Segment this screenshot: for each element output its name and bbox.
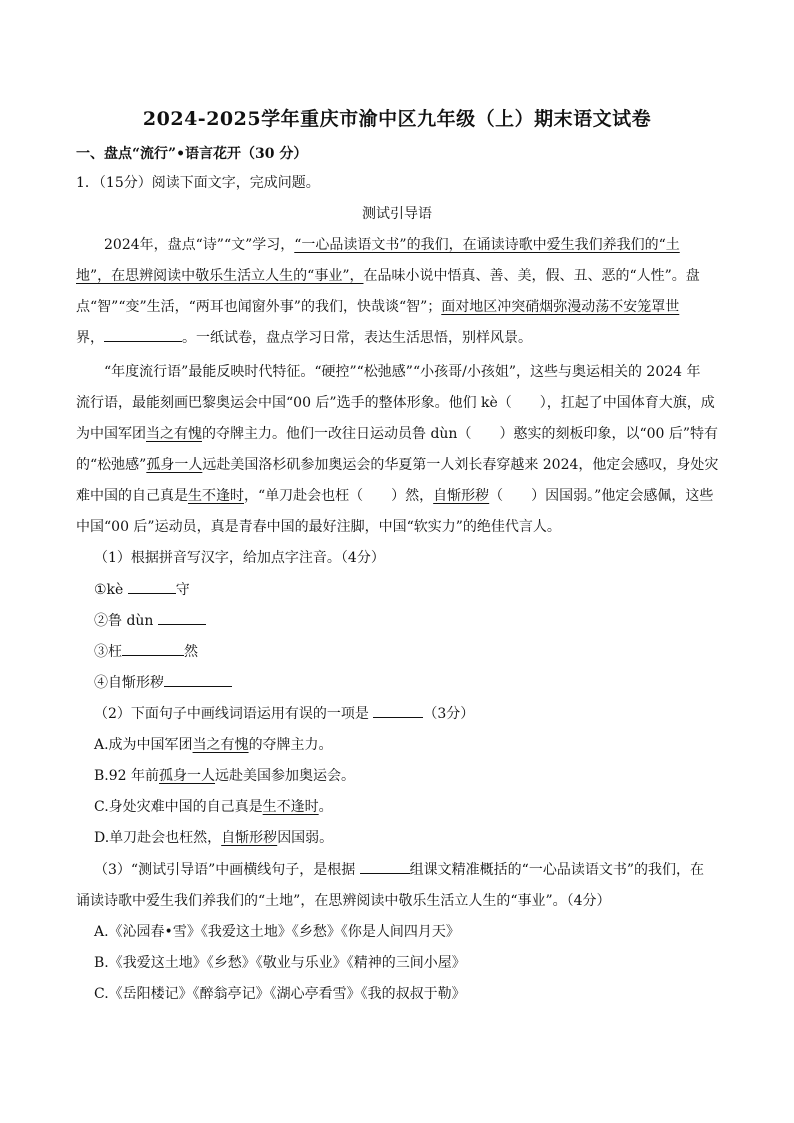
underlined-word: 孤身一人: [146, 457, 203, 473]
sub-question-3-line2: 诵读诗歌中爱生我们养我们的“土地”，在思辨阅读中敬乐生活立人生的“事业”。（4分）: [76, 893, 611, 909]
answer-blank[interactable]: [158, 610, 206, 625]
underlined-word: 生不逢时: [188, 488, 244, 504]
passage-p1-line1: 2024年，盘点“诗”“文”学习，“一心品读语文书”的我们，在诵读诗歌中爱生我们养我们的“土: [104, 237, 680, 253]
answer-blank[interactable]: [164, 672, 232, 687]
fill-item-3: ③枉 然: [94, 641, 739, 663]
choice-b[interactable]: B.《我爱这土地》《乡愁》《敬业与乐业》《精神的三间小屋》: [94, 955, 466, 971]
passage-title: 测试引导语: [362, 206, 432, 222]
passage-p1-line3: 点“智”“变”生活，“两耳也闻窗外事”的我们，快哉谈“智”；面对地区冲突硝烟弥漫动荡不安笼罩世: [76, 299, 680, 315]
fill-item-2: ②鲁 dùn: [94, 610, 739, 632]
underlined-sentence: 地”，在思辨阅读中敬乐生活立人生的“事业”，: [76, 268, 364, 284]
fill-item-4: ④自惭形秽: [94, 672, 739, 694]
underlined-word: 自惭形秽: [433, 488, 490, 504]
sub-question-3-line1: （3）“测试引导语”中画横线句子，是根据 组课文精准概括的“一心品读语文书”的我们，在: [94, 859, 721, 881]
answer-blank[interactable]: [373, 703, 423, 718]
passage-p2-line6: 中国“00 后”运动员，真是青春中国的最好注脚，中国“软实力”的绝佳代言人。: [76, 519, 561, 535]
underlined-sentence: “一心品读语文书”的我们，在诵读诗歌中爱生我们养我们的“土: [294, 237, 680, 253]
passage-p2-line5: 难中国的自己真是生不逢时，“单刀赴会也枉（ ）然，自惭形秽（ ）因国弱。”他定会感佩，这些: [76, 488, 714, 504]
question-1-stem: 1．（15分）阅读下面文字，完成问题。: [76, 175, 320, 191]
section-heading: 一、盘点“流行”•语言花开（30 分）: [76, 146, 308, 162]
passage-p2-line4: 的“松弛感”孤身一人远赴美国洛杉矶参加奥运会的华夏第一人刘长春穿越来 2024，他定会感叹，身处灾: [76, 457, 719, 473]
fill-item-1: ①kè 守: [94, 579, 739, 601]
answer-blank[interactable]: [360, 859, 410, 874]
sub-question-1: （1）根据拼音写汉字，给加点字注音。（4分）: [94, 550, 385, 566]
passage-p2-line3: 为中国军团当之有愧的夺牌主力。他们一改往日运动员鲁 dùn（ ）憨实的刻板印象，以“00 后”特有: [76, 426, 719, 442]
option-c[interactable]: C.身处灾难中国的自己真是生不逢时。: [94, 799, 333, 815]
sub-question-2: （2）下面句子中画线词语运用有误的一项是 （3分）: [94, 703, 739, 725]
answer-blank[interactable]: [122, 641, 184, 656]
option-d[interactable]: D.单刀赴会也枉然，自惭形秽因国弱。: [94, 830, 334, 846]
passage-p1-line2: 地”，在思辨阅读中敬乐生活立人生的“事业”，在品味小说中悟真、善、美，假、丑、恶的“人性”。盘: [76, 268, 700, 284]
answer-blank[interactable]: [128, 579, 176, 594]
answer-blank[interactable]: [104, 327, 182, 342]
passage-p2-line2: 流行语，最能刻画巴黎奥运会中国“00 后”选手的整体形象。他们 kè（ ），扛起了中国体育大旗，成: [76, 395, 715, 411]
exam-title: 2024-2025学年重庆市渝中区九年级（上）期末语文试卷: [142, 108, 652, 130]
passage-p2-line1: “年度流行语”最能反映时代特征。“硬控”“松弛感”“小孩哥/小孩姐”，这些与奥运相关的 2024 年: [104, 364, 701, 380]
underlined-word: 当之有愧: [146, 426, 202, 442]
underlined-sentence: 面对地区冲突硝烟弥漫动荡不安笼罩世: [441, 299, 680, 315]
passage-p1-line4: 界， 。一纸试卷，盘点学习日常，表达生活思悟，别样风景。: [76, 327, 721, 349]
choice-a[interactable]: A.《沁园春•雪》《我爱这土地》《乡愁》《你是人间四月天》: [94, 924, 460, 940]
option-a[interactable]: A.成为中国军团当之有愧的夺牌主力。: [94, 737, 333, 753]
choice-c[interactable]: C.《岳阳楼记》《醉翁亭记》《湖心亭看雪》《我的叔叔于勒》: [94, 986, 466, 1002]
option-b[interactable]: B.92 年前孤身一人远赴美国参加奥运会。: [94, 768, 356, 784]
